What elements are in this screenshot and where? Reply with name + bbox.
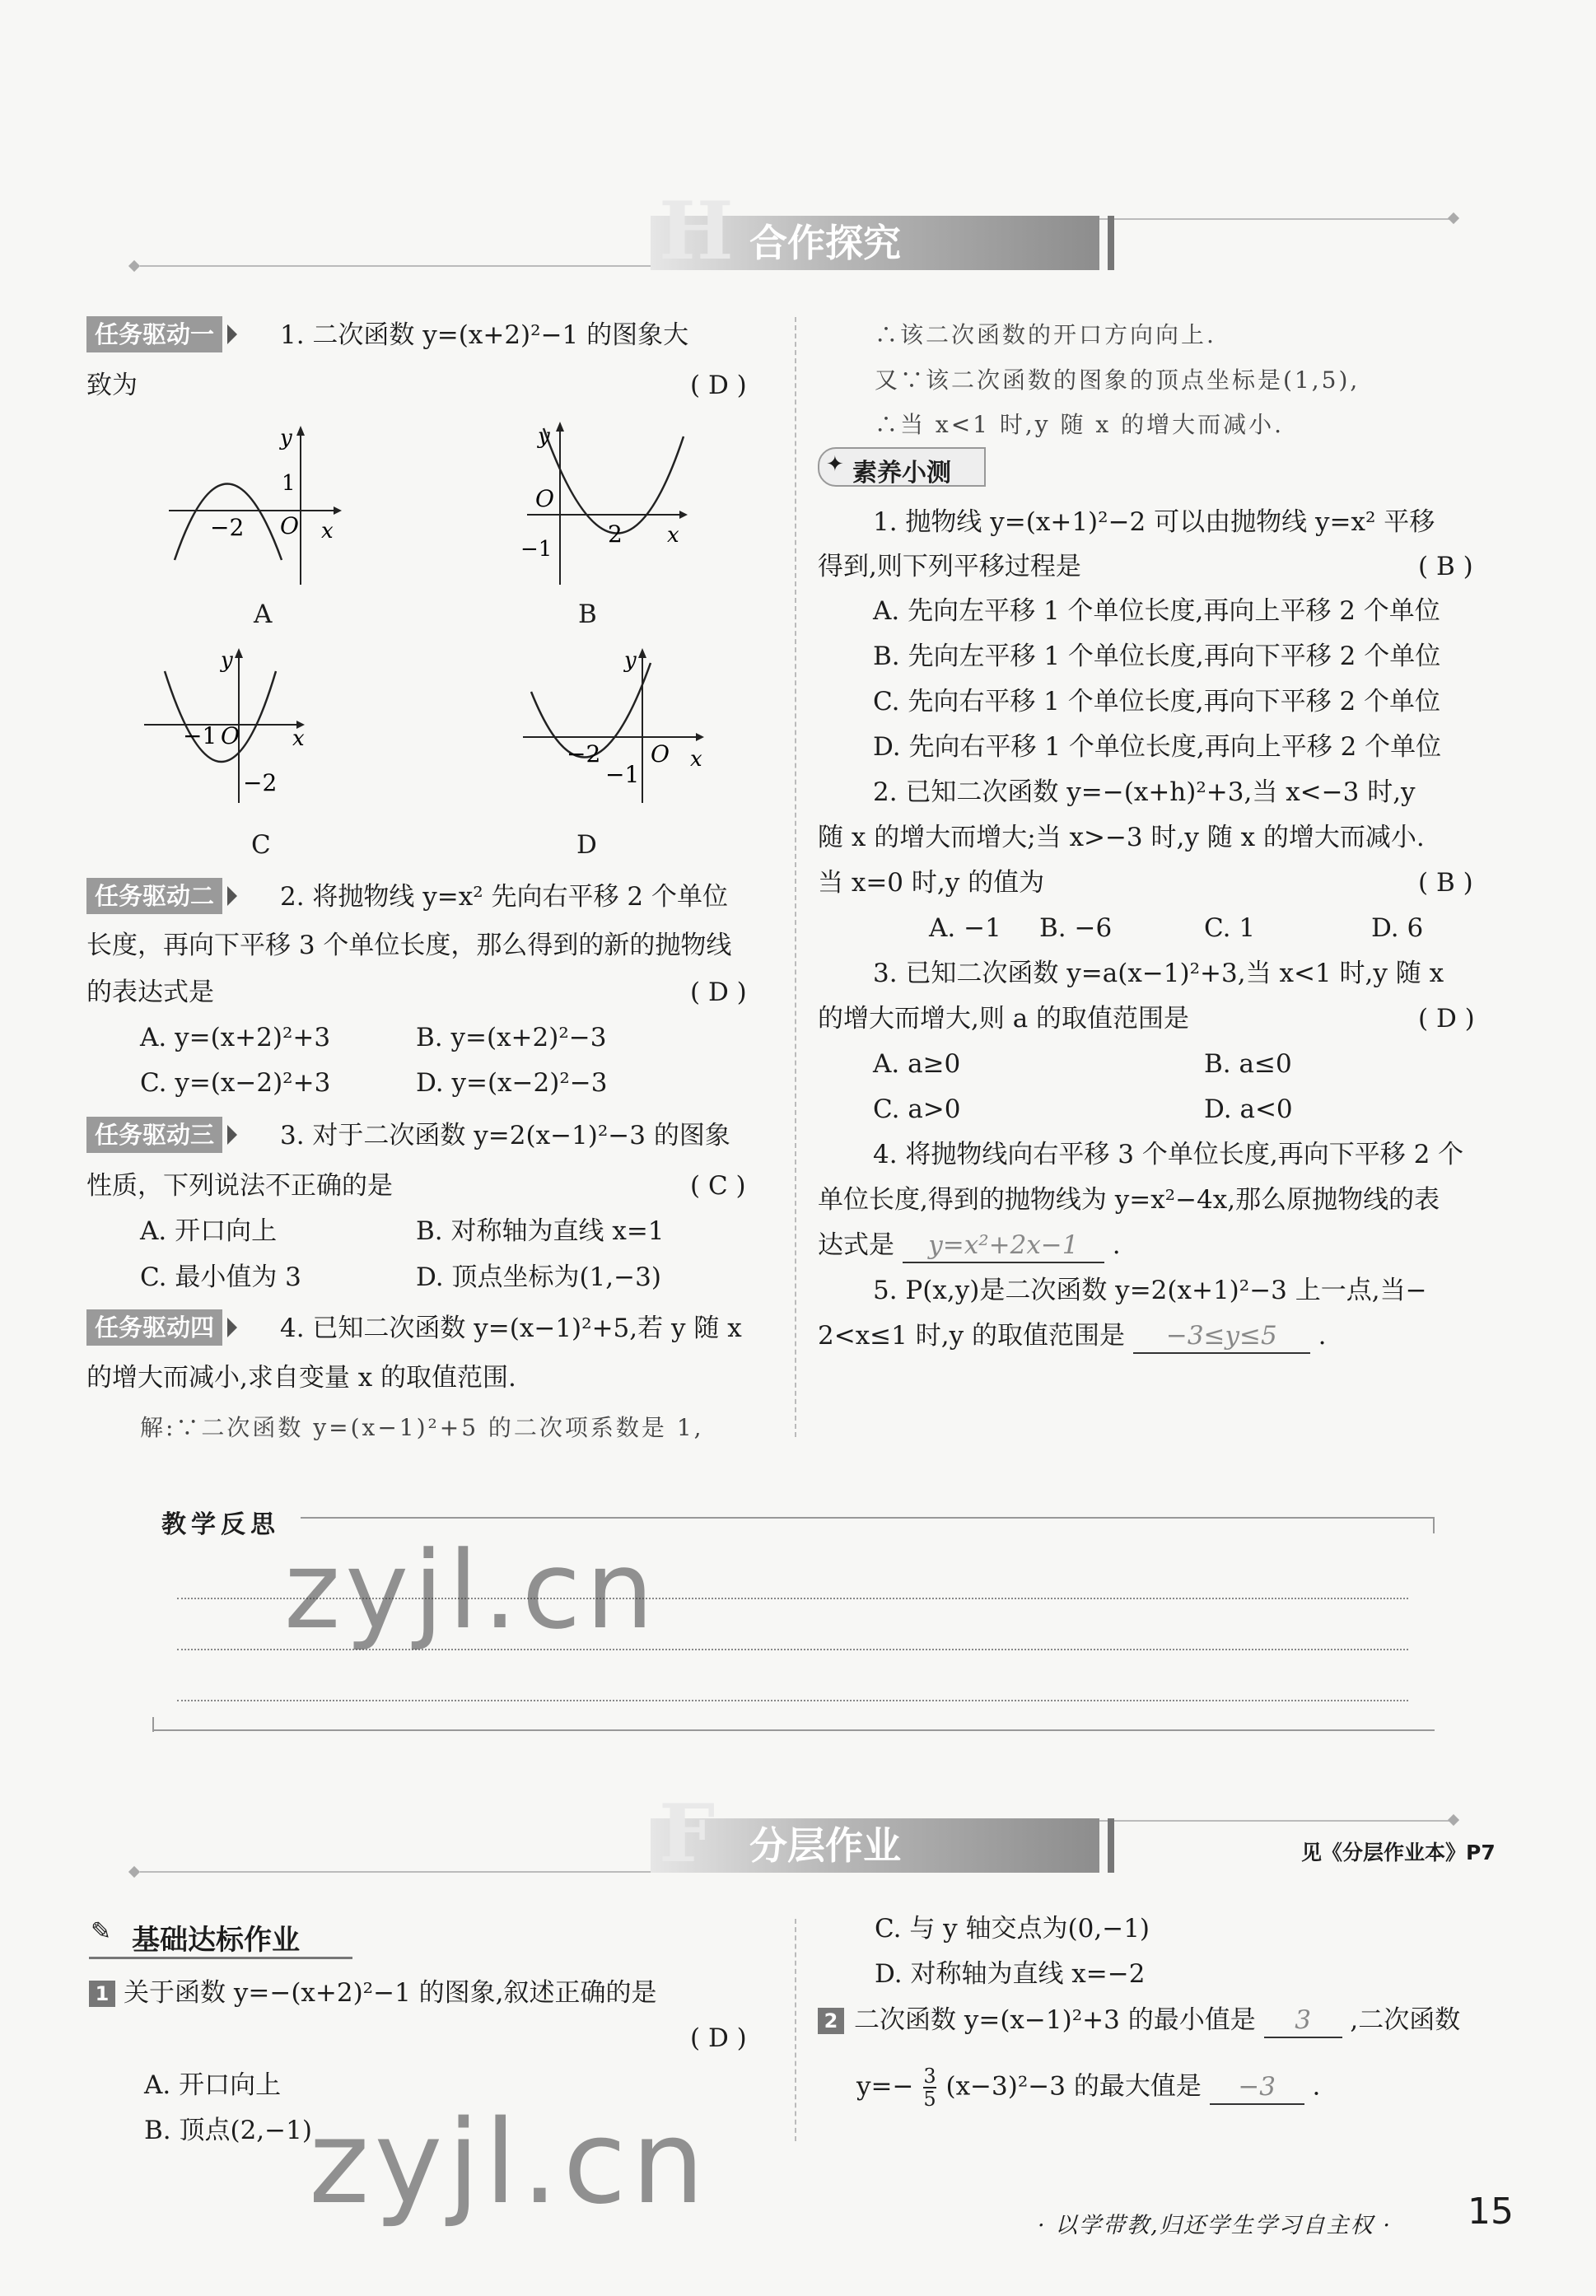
- task-tag-1: 任务驱动一: [86, 316, 222, 352]
- banner-title: 合作探究: [749, 221, 901, 265]
- quiz3-option-c: C. a>0: [873, 1094, 961, 1124]
- graph-c-label-o: O: [221, 722, 240, 749]
- quiz1-option-d: D. 先向右平移 1 个单位长度,再向上平移 2 个单位: [873, 732, 1442, 762]
- task1-answer: ( D ): [690, 371, 747, 400]
- quiz4-line2: 单位长度,得到的抛物线为 y=x²−4x,那么原抛物线的表: [818, 1185, 1440, 1215]
- task3-answer: ( C ): [690, 1171, 746, 1201]
- task3-line2: 性质，下列说法不正确的是: [86, 1171, 393, 1201]
- task2-answer: ( D ): [690, 978, 747, 1007]
- quiz3-option-d: D. a<0: [1204, 1094, 1293, 1124]
- banner2-letter: F: [659, 1787, 716, 1880]
- quiz3-line1: 3. 已知二次函数 y=a(x−1)²+3,当 x<1 时,y 随 x: [873, 959, 1444, 988]
- banner2-end-bar: [1108, 1818, 1114, 1873]
- banner2-title: 分层作业: [749, 1823, 901, 1868]
- section-banner-collaborate: [651, 184, 1099, 278]
- quiz-title: 素养小测: [852, 459, 951, 488]
- homework1-num: 1: [95, 1982, 110, 2005]
- quiz2-option-c: C. 1: [1204, 913, 1256, 943]
- banner-left-dot: [128, 260, 140, 272]
- quiz4-line1: 4. 将抛物线向右平移 3 个单位长度,再向下平移 2 个: [873, 1140, 1464, 1169]
- graph-c: [140, 646, 329, 811]
- section-banner-homework: [651, 1787, 1099, 1880]
- homework2-frac-num: 3: [923, 2065, 936, 2088]
- graph-b-label-x: x: [667, 523, 679, 548]
- graph-d-label-neg2: −2: [567, 740, 601, 768]
- graph-d-label-neg1: −1: [605, 761, 640, 788]
- quiz2-line2: 随 x 的增大而增大;当 x>−3 时,y 随 x 的增大而减小.: [818, 823, 1425, 852]
- graph-b-label-o: O: [535, 485, 554, 512]
- quiz3-answer: ( D ): [1418, 1004, 1475, 1034]
- quiz2-line1: 2. 已知二次函数 y=−(x+h)²+3,当 x<−3 时,y: [873, 777, 1416, 807]
- quiz1-line2: 得到,则下列平移过程是: [818, 552, 1081, 581]
- watermark-1: zyjl.cn: [284, 1528, 659, 1653]
- banner2-right-dot: [1448, 1814, 1459, 1826]
- homework2-line1: [854, 2004, 1460, 2038]
- homework2-frac-den: 5: [923, 2088, 936, 2111]
- task2-line3: 的表达式是: [86, 978, 214, 1007]
- page-number: 15: [1468, 2191, 1514, 2233]
- graph-c-label-neg1: −1: [183, 722, 217, 749]
- task3-option-c: C. 最小值为 3: [140, 1262, 301, 1292]
- graph-a-label-y: y: [280, 426, 292, 450]
- watermark-2: zyjl.cn: [309, 2096, 710, 2230]
- banner2-left-dot: [128, 1866, 140, 1878]
- column-divider-2: [795, 1919, 796, 2141]
- task4-line1: 4. 已知二次函数 y=(x−1)²+5,若 y 随 x: [280, 1314, 742, 1343]
- homework-title: 基础达标作业: [132, 1924, 300, 1957]
- homework-book-reference: 见《分层作业本》P7: [1301, 1841, 1496, 1864]
- graph-d: [519, 646, 716, 811]
- quiz2-option-d: D. 6: [1371, 913, 1424, 943]
- task-tag-4: 任务驱动四: [86, 1309, 222, 1346]
- footer-slogan: · 以学带教,归还学生学习自主权 ·: [1038, 2213, 1392, 2238]
- homework2-mid: ,二次函数: [1350, 2005, 1461, 2035]
- graph-c-label-y: y: [221, 648, 233, 673]
- banner-letter: H: [659, 184, 734, 278]
- graph-b-caption: B: [578, 600, 597, 629]
- quiz4-blank: y=x²+2x−1: [903, 1229, 1104, 1263]
- task2-option-c: C. y=(x−2)²+3: [140, 1068, 331, 1098]
- quiz-star-icon: ✦: [826, 452, 844, 477]
- task4-solution-1: 解:∵二次函数 y=(x−1)²+5 的二次项系数是 1,: [140, 1414, 704, 1441]
- task2-line2: 长度，再向下平移 3 个单位长度，那么得到的新的抛物线: [86, 931, 732, 960]
- pencil-icon: ✎: [91, 1917, 112, 1946]
- quiz3-option-a: A. a≥0: [873, 1049, 961, 1079]
- graph-b-label-neg1: −1: [520, 537, 553, 562]
- homework1-num-badge: [89, 1981, 115, 2007]
- homework2-blank1: 3: [1264, 2004, 1342, 2038]
- task4-solution-3: 又∵该二次函数的图象的顶点坐标是(1,5),: [875, 366, 1360, 394]
- column-divider: [795, 317, 796, 1437]
- quiz5-line2-post: .: [1318, 1321, 1327, 1351]
- graph-c-label-neg2: −2: [243, 769, 278, 796]
- graph-a: [165, 424, 354, 589]
- homework2-fraction: [923, 2065, 936, 2110]
- task2-line1: 2. 将抛物线 y=x² 先向右平移 2 个单位: [280, 882, 728, 912]
- quiz1-option-a: A. 先向左平移 1 个单位长度,再向上平移 2 个单位: [873, 596, 1440, 626]
- homework2-y-pre: y=−: [856, 2071, 914, 2102]
- graph-b: [511, 420, 700, 593]
- homework2-blank2: −3: [1210, 2070, 1304, 2105]
- quiz3-line2: 的增大而增大,则 a 的取值范围是: [818, 1004, 1190, 1034]
- reflection-title: 教学反思: [161, 1510, 280, 1539]
- task-tag-3: 任务驱动三: [86, 1117, 222, 1153]
- homework1-text: 关于函数 y=−(x+2)²−1 的图象,叙述正确的是: [124, 1978, 657, 2008]
- task4-line2: 的增大而减小,求自变量 x 的取值范围.: [86, 1363, 516, 1393]
- banner-right-dot: [1448, 212, 1459, 224]
- quiz3-option-b: B. a≤0: [1204, 1049, 1292, 1079]
- graph-a-label-x: x: [321, 519, 334, 544]
- homework1-option-b: B. 顶点(2,−1): [144, 2116, 312, 2145]
- quiz1-line1: 1. 抛物线 y=(x+1)²−2 可以由抛物线 y=x² 平移: [873, 507, 1435, 537]
- quiz1-option-c: C. 先向右平移 1 个单位长度,再向下平移 2 个单位: [873, 687, 1441, 716]
- banner-end-bar: [1108, 216, 1114, 270]
- quiz4-line3-pre: 达式是: [818, 1230, 894, 1260]
- task3-line1: 3. 对于二次函数 y=2(x−1)²−3 的图象: [280, 1121, 730, 1150]
- quiz2-line3: 当 x=0 时,y 的值为: [818, 868, 1045, 898]
- task3-option-a: A. 开口向上: [140, 1216, 278, 1246]
- homework2-end: .: [1312, 2071, 1321, 2102]
- graph-a-label-o: O: [280, 512, 299, 539]
- banner2-rule: [140, 1871, 651, 1873]
- task2-option-b: B. y=(x+2)²−3: [416, 1023, 607, 1052]
- homework1-answer: ( D ): [690, 2023, 747, 2053]
- graph-d-caption: D: [576, 830, 597, 860]
- graph-d-label-y: y: [624, 648, 637, 673]
- homework2-line2: [856, 2065, 1320, 2110]
- homework2-num-badge: [818, 2008, 844, 2034]
- reflection-bottom-rule: [152, 1729, 1435, 1731]
- reflection-right-edge: [1433, 1517, 1435, 1533]
- graph-a-label-neg2: −2: [210, 514, 245, 541]
- task1-line2: 致为: [86, 371, 138, 400]
- quiz5-line2-pre: 2<x≤1 时,y 的取值范围是: [818, 1321, 1125, 1351]
- reflection-top-rule: [301, 1517, 1433, 1519]
- quiz2-option-b: B. −6: [1039, 913, 1113, 943]
- task4-solution-4: ∴当 x<1 时,y 随 x 的增大而减小.: [875, 411, 1284, 438]
- quiz1-option-b: B. 先向左平移 1 个单位长度,再向下平移 2 个单位: [873, 642, 1441, 671]
- graph-c-label-x: x: [292, 726, 305, 751]
- homework2-y-post: (x−3)²−3 的最大值是: [945, 2071, 1202, 2102]
- quiz2-answer: ( B ): [1418, 868, 1473, 898]
- task4-solution-2: ∴该二次函数的开口方向向上.: [875, 321, 1216, 348]
- graph-d-label-o: O: [651, 740, 670, 768]
- quiz4-line3: [818, 1229, 1121, 1263]
- homework1-option-c: C. 与 y 轴交点为(0,−1): [875, 1914, 1150, 1944]
- graph-c-caption: C: [251, 830, 271, 860]
- task2-option-d: D. y=(x−2)²−3: [416, 1068, 608, 1098]
- homework2-pre: 二次函数 y=(x−1)²+3 的最小值是: [854, 2005, 1256, 2035]
- quiz5-line2: [818, 1319, 1327, 1354]
- graph-b-label-y: y: [538, 424, 550, 449]
- homework1-option-a: A. 开口向上: [144, 2070, 282, 2100]
- graph-b-label-2: 2: [608, 520, 623, 548]
- quiz5-blank: −3≤y≤5: [1133, 1319, 1310, 1354]
- quiz1-answer: ( B ): [1418, 552, 1473, 581]
- task1-line1: 1. 二次函数 y=(x+2)²−1 的图象大: [280, 320, 689, 350]
- task2-option-a: A. y=(x+2)²+3: [140, 1023, 331, 1052]
- graph-a-label-1: 1: [282, 471, 296, 496]
- graph-d-label-x: x: [690, 747, 702, 772]
- reflection-line-3: [177, 1700, 1408, 1701]
- homework2-num: 2: [824, 2009, 838, 2032]
- banner-rule: [140, 265, 651, 267]
- task3-option-d: D. 顶点坐标为(1,−3): [416, 1262, 661, 1292]
- task-tag-2: 任务驱动二: [86, 878, 222, 914]
- quiz2-option-a: A. −1: [929, 913, 1001, 943]
- quiz5-line1: 5. P(x,y)是二次函数 y=2(x+1)²−3 上一点,当−: [873, 1276, 1427, 1305]
- quiz4-line3-post: .: [1112, 1230, 1121, 1260]
- homework1-option-d: D. 对称轴为直线 x=−2: [875, 1959, 1146, 1989]
- graph-a-caption: A: [254, 600, 273, 629]
- task3-option-b: B. 对称轴为直线 x=1: [416, 1216, 665, 1246]
